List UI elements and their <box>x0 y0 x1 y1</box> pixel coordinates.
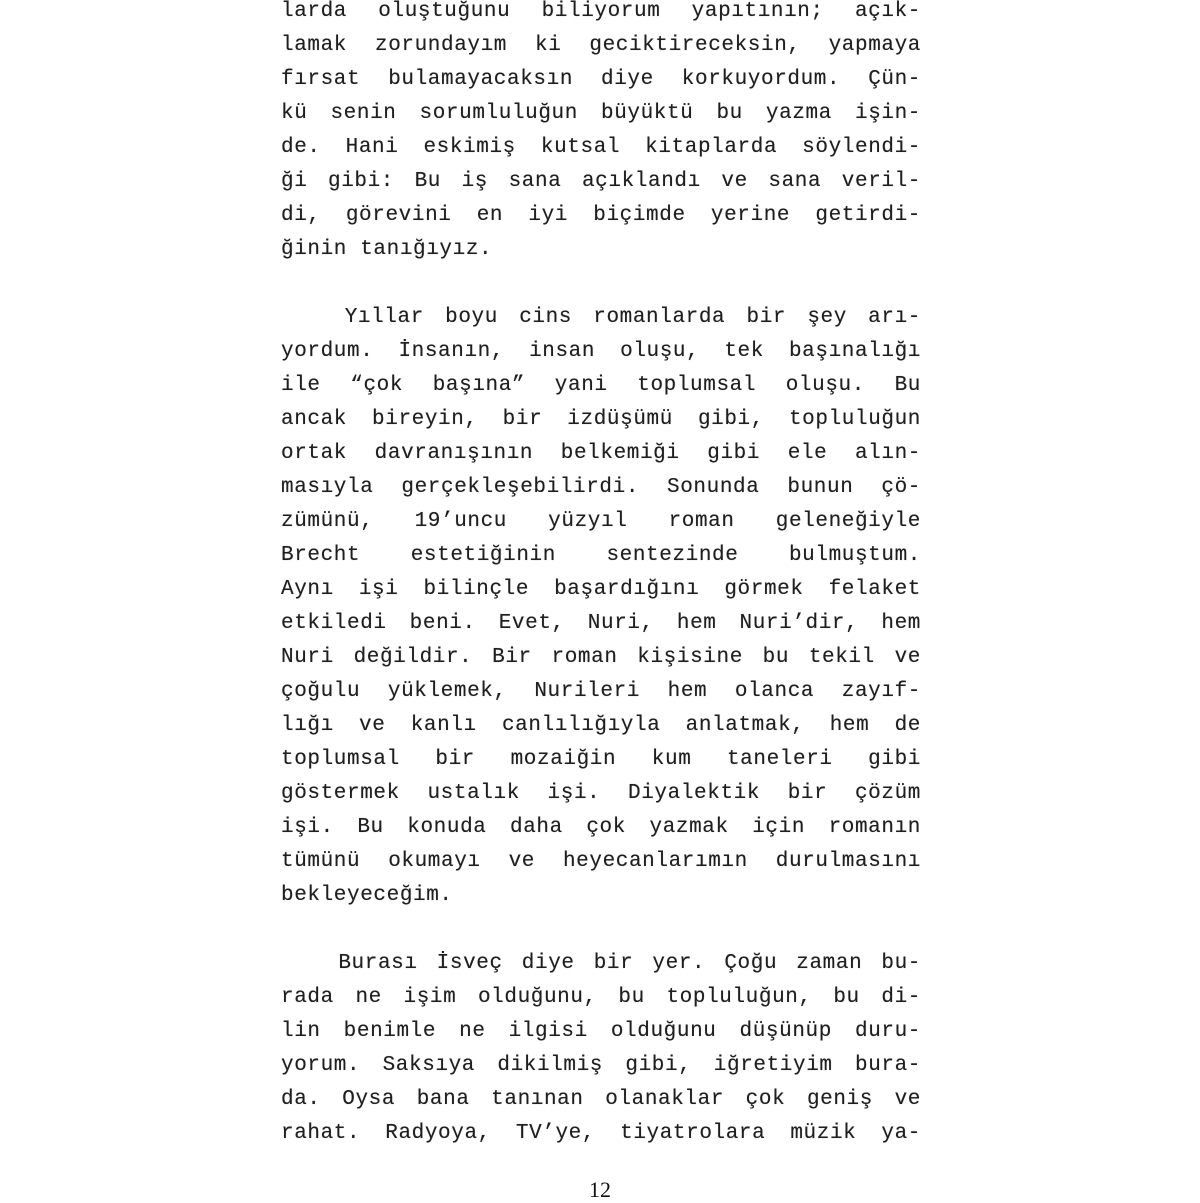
text-line: Aynı işi bilinçle başardığını görmek felaket <box>281 578 921 601</box>
text-line: toplumsal bir mozaiğin kum taneleri gibi <box>281 748 921 771</box>
text-line: de. Hani eskimiş kutsal kitaplarda söylendi- <box>281 136 921 159</box>
text-line: da. Oysa bana tanınan olanaklar çok geniş ve <box>281 1088 921 1111</box>
text-line: Nuri değildir. Bir roman kişisine bu tekil ve <box>281 646 921 669</box>
text-line: lamak zorundayım ki geciktireceksin, yapmaya <box>281 34 921 57</box>
text-line: çoğulu yüklemek, Nurileri hem olanca zayıf- <box>281 680 921 703</box>
paragraph-1 <box>281 0 921 267</box>
text-line: di, görevini en iyi biçimde yerine getirdi- <box>281 204 921 227</box>
text-line: masıyla gerçekleşebilirdi. Sonunda bunun çö- <box>281 476 921 499</box>
text-line: lin benimle ne ilgisi olduğunu düşünüp duru- <box>281 1020 921 1043</box>
text-line: bekleyeceğim. <box>281 884 453 907</box>
text-line: zümünü, 19’uncu yüzyıl roman geleneğiyle <box>281 510 921 533</box>
text-line: yorum. Saksıya dikilmiş gibi, iğretiyim bura- <box>281 1054 921 1077</box>
text-line: Burası İsveç diye bir yer. Çoğu zaman bu- <box>281 952 921 975</box>
text-line: rada ne işim olduğunu, bu topluluğun, bu di- <box>281 986 921 1009</box>
text-line: tümünü okumayı ve heyecanlarımın durulmasını <box>281 850 921 873</box>
text-line: ğinin tanığıyız. <box>281 238 493 261</box>
text-line: fırsat bulamayacaksın diye korkuyordum. Çün- <box>281 68 921 91</box>
text-line: kü senin sorumluluğun büyüktü bu yazma işin- <box>281 102 921 125</box>
text-line: Yıllar boyu cins romanlarda bir şey arı- <box>281 306 921 329</box>
text-line: ortak davranışının belkemiği gibi ele alın- <box>281 442 921 465</box>
text-line: ile “çok başına” yani toplumsal oluşu. Bu <box>281 374 921 397</box>
page-number: 12 <box>589 1177 611 1202</box>
text-line: etkiledi beni. Evet, Nuri, hem Nuri’dir, hem <box>281 612 921 635</box>
text-line: Brecht estetiğinin sentezinde bulmuştum. <box>281 544 921 567</box>
text-line: ği gibi: Bu iş sana açıklandı ve sana veril- <box>281 170 921 193</box>
text-line: işi. Bu konuda daha çok yazmak için romanın <box>281 816 921 839</box>
text-line: göstermek ustalık işi. Diyalektik bir çözüm <box>281 782 921 805</box>
text-line: larda oluştuğunu biliyorum yapıtının; açık- <box>281 0 921 23</box>
paragraph-3 <box>281 947 921 1151</box>
paragraph-2 <box>281 301 921 913</box>
text-line: ancak bireyin, bir izdüşümü gibi, topluluğun <box>281 408 921 431</box>
text-line: lığı ve kanlı canlılığıyla anlatmak, hem de <box>281 714 921 737</box>
text-line: yordum. İnsanın, insan oluşu, tek başınalığı <box>281 340 921 363</box>
text-line: rahat. Radyoya, TV’ye, tiyatrolara müzik ya- <box>281 1122 921 1145</box>
